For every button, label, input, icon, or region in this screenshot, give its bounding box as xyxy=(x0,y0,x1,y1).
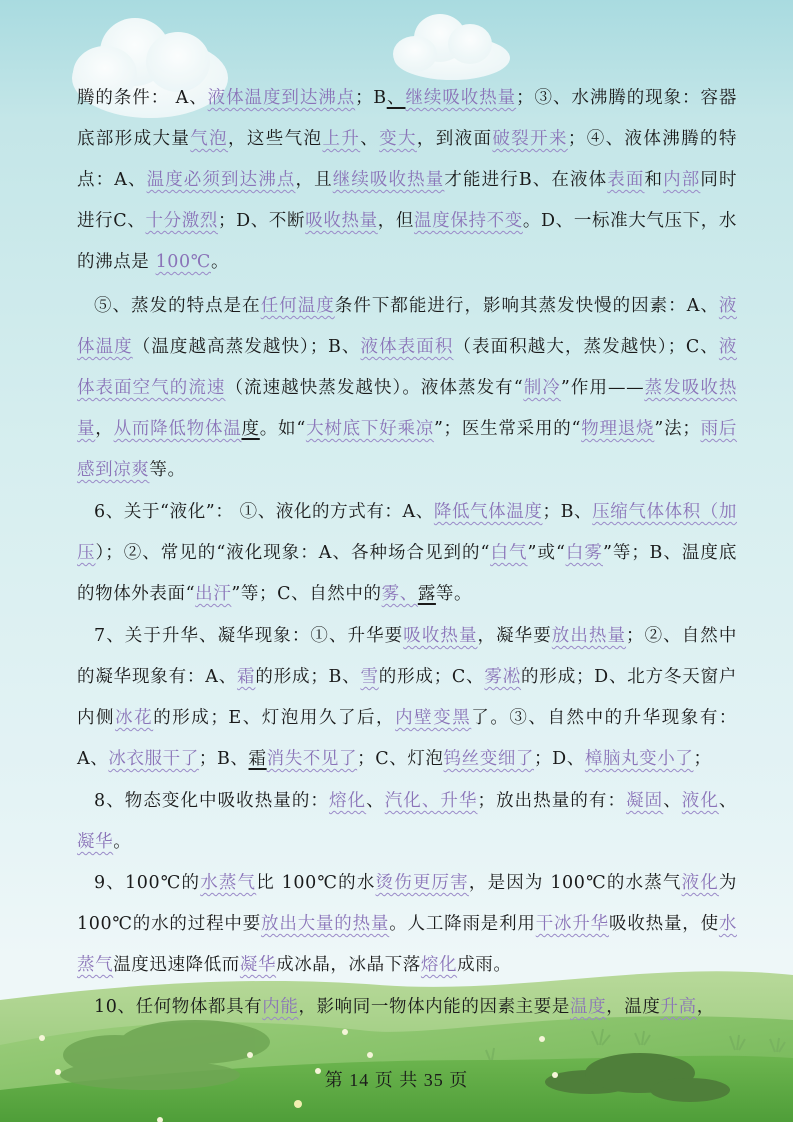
body-text: ，且 xyxy=(295,170,333,190)
body-text: ；C、灯泡 xyxy=(357,749,444,769)
body-text: ⑤、蒸发的特点是在 xyxy=(94,296,261,316)
body-text: ）；②、常见的“液化现象：A、各种场合见到的“ xyxy=(95,543,491,563)
highlighted-key-term: 表面 xyxy=(607,170,645,190)
paragraph-boiling xyxy=(77,78,737,283)
highlighted-key-term: 内部 xyxy=(663,170,701,190)
highlighted-key-term: 水蒸气 xyxy=(200,873,257,893)
highlighted-key-term: 温度保持不变 xyxy=(414,211,523,231)
paragraph-steam xyxy=(77,863,737,986)
body-text: 的形成；C、 xyxy=(378,667,485,687)
highlighted-key-term: 破裂开来 xyxy=(492,129,568,149)
highlighted-key-term: 白气 xyxy=(490,543,528,563)
body-text: 和 xyxy=(644,170,664,190)
paragraph-internal-energy xyxy=(77,987,737,1028)
highlighted-key-term: 凝华 xyxy=(239,955,277,975)
highlighted-key-term: 干冰升华 xyxy=(535,914,609,934)
highlighted-key-term: 吸收热量 xyxy=(305,211,378,231)
highlighted-key-term: 汽化、升华 xyxy=(384,791,478,811)
highlighted-key-term: 钨丝变细了 xyxy=(443,749,535,769)
highlighted-key-term: 雪 xyxy=(360,667,379,687)
body-text: ”等；B、温度底的物体外表面“ xyxy=(77,543,738,604)
body-text: ；B、 xyxy=(198,749,249,769)
underlined-text: 露 xyxy=(417,584,436,604)
body-text: ”或“ xyxy=(527,543,566,563)
body-text: 6、关于“液化”： ①、液化的方式有：A、 xyxy=(94,502,434,522)
highlighted-key-term: 任何温度 xyxy=(260,296,335,316)
body-text: 、 xyxy=(718,791,738,811)
body-text: ，温度 xyxy=(606,997,661,1017)
body-text: 条件下都能进行，影响其蒸发快慢的因素：A、 xyxy=(334,296,719,316)
highlighted-key-term: 液化 xyxy=(681,873,719,893)
paragraph-liquefaction xyxy=(77,492,737,615)
highlighted-key-term: 大树底下好乘凉 xyxy=(305,419,435,439)
highlighted-key-term: 继续吸收热量 xyxy=(332,170,445,190)
underlined-text: 、 xyxy=(386,88,406,108)
body-text: ，是因为 100℃的水蒸气 xyxy=(468,873,682,893)
body-text: ”等；C、自然中的 xyxy=(231,584,382,604)
highlighted-key-term: 水蒸气 xyxy=(77,914,737,975)
body-text: ；放出热量的有： xyxy=(477,791,627,811)
body-text: 。如“ xyxy=(259,419,306,439)
body-text: ”；医生常采用的“ xyxy=(434,419,582,439)
highlighted-key-term: 出汗 xyxy=(195,584,232,604)
body-text: 为 100℃的水的过程中要 xyxy=(77,873,738,934)
highlighted-key-term: 从而降低物体温 xyxy=(113,419,242,439)
body-text: 的形成；D、北方冬天窗户内侧 xyxy=(77,667,737,728)
body-text: 成雨。 xyxy=(457,955,512,975)
body-text: ”法； xyxy=(654,419,701,439)
body-text: ；B、 xyxy=(542,502,593,522)
highlighted-key-term: 温度必须到达沸点 xyxy=(146,170,296,190)
highlighted-key-term: 雨后感到凉爽 xyxy=(77,419,738,480)
body-text: ； xyxy=(693,749,712,769)
highlighted-key-term: 内能 xyxy=(262,997,299,1017)
highlighted-key-term: 吸收热量 xyxy=(403,626,478,646)
highlighted-key-term: 熔化 xyxy=(420,955,458,975)
body-text: 的形成；E、灯泡用久了后， xyxy=(153,708,396,728)
body-text: 9、100℃的 xyxy=(94,873,201,893)
highlighted-key-term: 物理退烧 xyxy=(581,419,655,439)
body-text: ；B xyxy=(355,88,387,108)
body-text: （表面积越大，蒸发越快）；C、 xyxy=(453,337,719,357)
underlined-text: 度 xyxy=(241,419,260,439)
body-text: ；②、自然中的凝华现象有：A、 xyxy=(77,626,737,687)
highlighted-key-term: 液体温度到达沸点 xyxy=(207,88,356,108)
highlighted-key-term: 上升 xyxy=(322,129,361,149)
paragraph-heat-exchange xyxy=(77,781,737,863)
highlighted-key-term: 消失不见了 xyxy=(266,749,358,769)
highlighted-key-term: 液体表面积 xyxy=(360,337,454,357)
body-text: （流速越快蒸发越快）。液体蒸发有“ xyxy=(225,378,524,398)
body-text: 才能进行B、在液体 xyxy=(444,170,608,190)
body-text: 10、任何物体都具有 xyxy=(94,997,263,1017)
paragraph-sublimation xyxy=(77,616,737,780)
underlined-text: 霜 xyxy=(248,749,267,769)
highlighted-key-term: 升高 xyxy=(660,997,697,1017)
body-text: 7、关于升华、凝华现象：①、升华要 xyxy=(94,626,404,646)
body-text: （温度越高蒸发越快）；B、 xyxy=(132,337,361,357)
body-text: 、 xyxy=(366,791,385,811)
highlighted-key-term: 蒸发吸收热量 xyxy=(77,378,738,439)
highlighted-key-term: 继续吸收热量 xyxy=(405,88,517,108)
body-text: 温度迅速降低而 xyxy=(113,955,240,975)
highlighted-key-term: 白雾 xyxy=(565,543,603,563)
body-text: 比 100℃的水 xyxy=(256,873,376,893)
body-text: ；③、水沸腾的现象：容器底部形成大量 xyxy=(77,88,737,149)
highlighted-key-term: 冰衣服干了 xyxy=(108,749,199,769)
highlighted-key-term: 内壁变黑 xyxy=(395,708,472,728)
body-text: 8、物态变化中吸收热量的： xyxy=(94,791,329,811)
highlighted-key-term: 温度 xyxy=(569,997,607,1017)
highlighted-key-term: 樟脑丸变小了 xyxy=(584,749,694,769)
body-text: 等。 xyxy=(149,460,186,480)
highlighted-key-term: 放出热量 xyxy=(551,626,627,646)
body-text: ， xyxy=(95,419,114,439)
body-text: 。 xyxy=(210,252,230,272)
body-text: 。 xyxy=(113,832,132,852)
highlighted-key-term: 烫伤更厉害 xyxy=(375,873,469,893)
highlighted-key-term: 雾、 xyxy=(381,584,418,604)
body-text: 等。 xyxy=(435,584,473,604)
body-text: ，但 xyxy=(377,211,415,231)
body-text: ；④、液体沸腾的特点：A、 xyxy=(77,129,738,190)
page-number-footer: 第 14 页 共 35 页 xyxy=(324,1070,469,1090)
highlighted-key-term: 液体表面空气的流速 xyxy=(77,337,738,398)
body-text: 腾的条件： A、 xyxy=(77,88,208,108)
highlighted-key-term: 压缩气体体积（加压 xyxy=(77,502,737,563)
highlighted-key-term: 熔化 xyxy=(328,791,367,811)
body-text: 吸收热量，使 xyxy=(609,914,719,934)
highlighted-key-term: 制冷 xyxy=(523,378,561,398)
highlighted-key-term: 100℃ xyxy=(155,252,211,272)
highlighted-key-term: 降低气体温度 xyxy=(433,502,543,522)
highlighted-key-term: 霜 xyxy=(237,667,256,687)
body-text: ，到液面 xyxy=(416,129,493,149)
highlighted-key-term: 变大 xyxy=(379,129,417,149)
body-text: 。D、一标准大气压下，水的沸点是 xyxy=(77,211,738,272)
paragraph-evaporation xyxy=(77,286,737,491)
body-text: ， xyxy=(696,997,715,1017)
body-text: 同时进行C、 xyxy=(77,170,738,231)
highlighted-key-term: 放出大量的热量 xyxy=(261,914,390,934)
body-text: 了。③、自然中的升华现象有：A、 xyxy=(77,708,737,769)
body-text: ，凝华要 xyxy=(477,626,552,646)
body-text: ；D、 xyxy=(534,749,585,769)
body-text: ”作用—— xyxy=(560,378,645,398)
highlighted-key-term: 十分激烈 xyxy=(145,211,219,231)
body-text: 成冰晶，冰晶下落 xyxy=(276,955,421,975)
body-text: ，这些气泡 xyxy=(228,129,323,149)
highlighted-key-term: 液体温度 xyxy=(77,296,737,357)
highlighted-key-term: 凝固 xyxy=(626,791,664,811)
body-text: 、 xyxy=(360,129,380,149)
highlighted-key-term: 冰花 xyxy=(115,708,154,728)
highlighted-key-term: 凝华 xyxy=(77,832,114,852)
highlighted-key-term: 液化 xyxy=(681,791,719,811)
body-text: ，影响同一物体内能的因素主要是 xyxy=(298,997,570,1017)
body-text: 、 xyxy=(663,791,682,811)
body-text: 。人工降雨是利用 xyxy=(389,914,536,934)
highlighted-key-term: 雾凇 xyxy=(484,667,522,687)
body-text: ；D、不断 xyxy=(218,211,306,231)
body-text: 的形成；B、 xyxy=(255,667,361,687)
highlighted-key-term: 气泡 xyxy=(190,129,229,149)
